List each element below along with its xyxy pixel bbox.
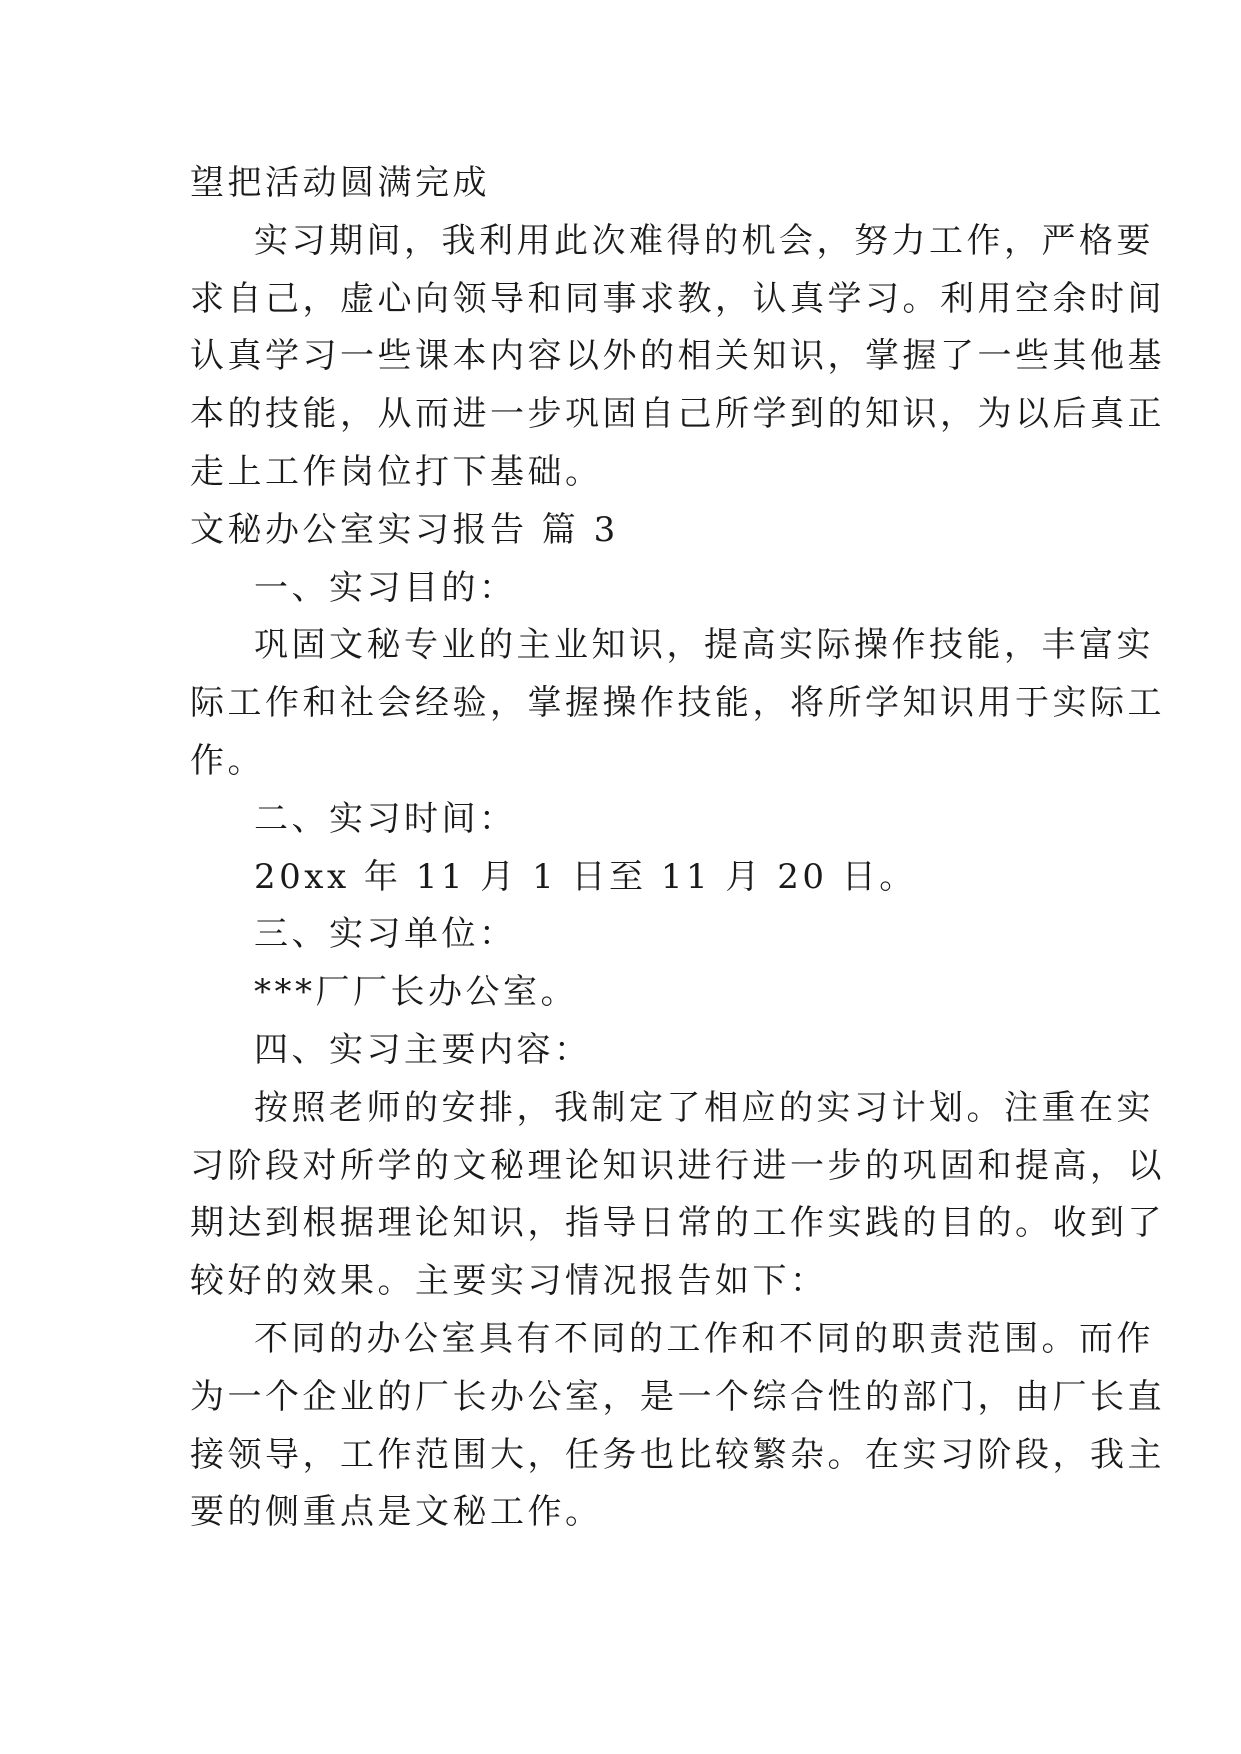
text-line: 接领导，工作范围大，任务也比较繁杂。在实习阶段，我主: [190, 1434, 1165, 1475]
text-line: 要的侧重点是文秘工作。: [190, 1492, 603, 1533]
text-line: 望把活动圆满完成: [190, 163, 490, 203]
text-line: 际工作和社会经验，掌握操作技能，将所学知识用于实际工: [190, 683, 1165, 724]
subheading-time: 二、实习时间：: [254, 798, 517, 839]
text-line: 习阶段对所学的文秘理论知识进行进一步的巩固和提高，以: [190, 1145, 1165, 1186]
section-heading: 文秘办公室实习报告 篇 3: [190, 509, 619, 550]
text-line: 本的技能，从而进一步巩固自己所学到的知识，为以后真正: [190, 394, 1165, 435]
paragraph-start-line: 不同的办公室具有不同的工作和不同的职责范围。而作: [254, 1318, 1154, 1359]
text-line: 较好的效果。主要实习情况报告如下：: [190, 1261, 828, 1302]
text-line: 求自己，虚心向领导和同事求教，认真学习。利用空余时间: [190, 278, 1165, 319]
paragraph-start-line: 按照老师的安排，我制定了相应的实习计划。注重在实: [254, 1087, 1154, 1128]
subheading-unit: 三、实习单位：: [254, 914, 517, 955]
text-line: 为一个企业的厂长办公室，是一个综合性的部门，由厂长直: [190, 1376, 1165, 1417]
text-line: 期达到根据理论知识，指导日常的工作实践的目的。收到了: [190, 1203, 1165, 1244]
date-range-line: 20xx 年 11 月 1 日至 11 月 20 日。: [254, 856, 917, 897]
paragraph-start-line: 巩固文秘专业的主业知识，提高实际操作技能，丰富实: [254, 625, 1154, 666]
text-line: 认真学习一些课本内容以外的相关知识，掌握了一些其他基: [190, 336, 1165, 377]
unit-line: ***厂厂长办公室。: [254, 972, 578, 1013]
subheading-purpose: 一、实习目的：: [254, 567, 517, 608]
text-line: 作。: [190, 740, 265, 781]
subheading-content: 四、实习主要内容：: [254, 1029, 592, 1070]
document-body: [190, 155, 1165, 1542]
text-line: 走上工作岗位打下基础。: [190, 451, 603, 492]
paragraph-start-line: 实习期间，我利用此次难得的机会，努力工作，严格要: [254, 220, 1154, 261]
